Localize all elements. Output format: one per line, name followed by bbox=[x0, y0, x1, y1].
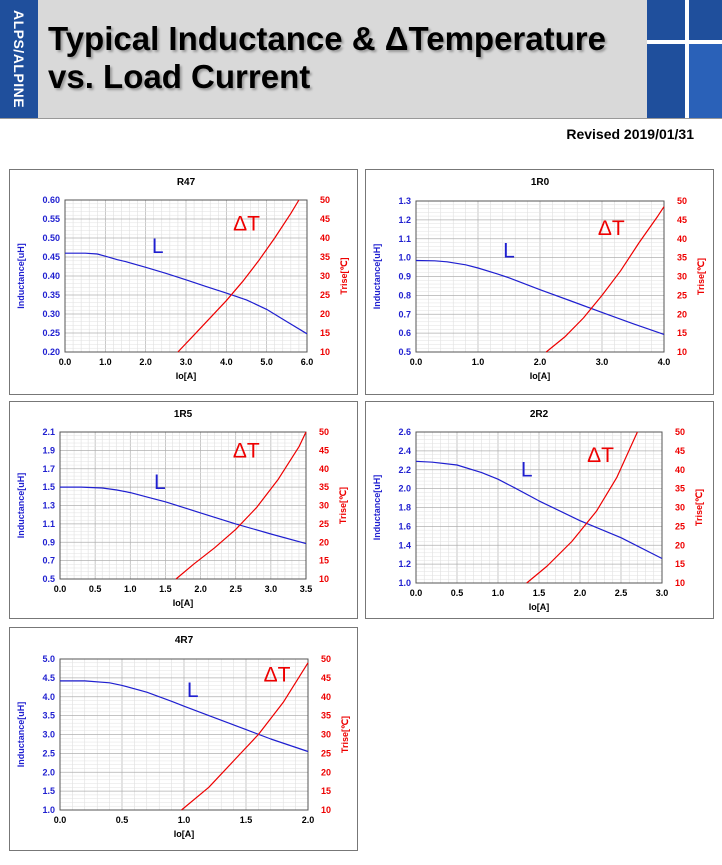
y2-tick-label: 20 bbox=[675, 540, 686, 551]
x-tick-label: 3.5 bbox=[299, 584, 313, 594]
x-tick-label: 4.0 bbox=[657, 357, 671, 367]
y2-tick-label: 15 bbox=[320, 328, 331, 338]
y2-tick-label: 25 bbox=[320, 290, 331, 300]
chart-title: 1R5 bbox=[173, 409, 193, 420]
y2-tick-label: 10 bbox=[319, 574, 330, 584]
x-tick-label: 2.0 bbox=[533, 357, 547, 367]
inductance-annotation: L bbox=[153, 470, 166, 494]
y-tick-label: 1.2 bbox=[398, 559, 411, 570]
y2-tick-label: 45 bbox=[319, 445, 330, 456]
y-tick-label: 0.60 bbox=[42, 195, 60, 205]
x-tick-label: 0.0 bbox=[58, 357, 72, 367]
page-title bbox=[48, 20, 606, 96]
y2-tick-label: 40 bbox=[319, 463, 330, 474]
y2-tick-label: 40 bbox=[320, 233, 331, 243]
y2-tick-label: 20 bbox=[320, 309, 331, 319]
x-axis-label: Io[A] bbox=[528, 602, 550, 612]
y2-axis-label: Trise[℃] bbox=[340, 715, 350, 754]
y2-tick-label: 50 bbox=[677, 196, 688, 206]
x-axis-label: Io[A] bbox=[529, 371, 551, 381]
x-tick-label: 1.5 bbox=[532, 588, 546, 598]
y-tick-label: 4.5 bbox=[42, 672, 55, 683]
y-tick-label: 1.6 bbox=[398, 521, 411, 532]
y-tick-label: 1.1 bbox=[398, 233, 411, 244]
y2-axis-label: Trise[℃] bbox=[338, 486, 348, 525]
chart-panel-1r0 bbox=[365, 169, 714, 395]
y2-tick-label: 30 bbox=[321, 729, 332, 740]
x-tick-label: 1.0 bbox=[491, 588, 505, 598]
y-tick-label: 2.2 bbox=[398, 464, 411, 475]
y2-axis-label: Trise[℃] bbox=[694, 488, 704, 527]
chart-title: 2R2 bbox=[529, 409, 549, 420]
y-tick-label: 0.6 bbox=[398, 328, 411, 339]
y-tick-label: 0.9 bbox=[398, 271, 411, 282]
page-title-line-2: vs. Load Current bbox=[48, 58, 311, 95]
chart-title: R47 bbox=[176, 177, 196, 188]
y2-tick-label: 40 bbox=[321, 691, 332, 702]
inductance-annotation: L bbox=[520, 458, 533, 482]
x-axis-label: Io[A] bbox=[173, 829, 195, 839]
revision-date: Revised 2019/01/31 bbox=[566, 126, 694, 142]
y-tick-label: 2.4 bbox=[398, 445, 411, 456]
y2-tick-label: 15 bbox=[675, 559, 686, 570]
y2-tick-label: 45 bbox=[677, 214, 688, 225]
y-tick-label: 0.35 bbox=[42, 290, 60, 300]
y2-tick-label: 40 bbox=[677, 233, 688, 244]
x-tick-label: 1.0 bbox=[99, 357, 112, 367]
y-tick-label: 1.7 bbox=[42, 463, 55, 474]
y-axis-label: Inductance[uH] bbox=[16, 472, 26, 539]
chart-4r7 bbox=[10, 628, 357, 850]
y-tick-label: 1.3 bbox=[398, 196, 411, 206]
y2-tick-label: 50 bbox=[321, 654, 332, 664]
y2-tick-label: 10 bbox=[675, 578, 686, 588]
x-tick-label: 1.5 bbox=[159, 584, 172, 594]
x-tick-label: 0.5 bbox=[450, 588, 464, 598]
y2-tick-label: 35 bbox=[320, 252, 331, 262]
y-tick-label: 1.2 bbox=[398, 214, 411, 225]
temperature-annotation: ΔT bbox=[232, 439, 260, 463]
y2-tick-label: 35 bbox=[319, 482, 330, 493]
y-tick-label: 1.5 bbox=[42, 482, 55, 493]
x-tick-label: 4.0 bbox=[220, 357, 233, 367]
y-tick-label: 3.0 bbox=[42, 729, 55, 740]
x-tick-label: 1.5 bbox=[239, 815, 253, 825]
y2-axis-label: Trise[℃] bbox=[696, 257, 706, 296]
y-tick-label: 0.9 bbox=[42, 537, 55, 548]
x-tick-label: 0.0 bbox=[409, 588, 423, 598]
y2-axis-label: Trise[℃] bbox=[339, 257, 349, 295]
y2-tick-label: 35 bbox=[675, 483, 686, 494]
y-tick-label: 5.0 bbox=[42, 654, 55, 664]
temperature-annotation: ΔT bbox=[597, 216, 625, 240]
y-tick-label: 0.50 bbox=[42, 233, 60, 243]
y2-tick-label: 45 bbox=[321, 672, 332, 683]
chart-r47 bbox=[10, 170, 357, 394]
y-tick-label: 0.25 bbox=[42, 328, 60, 338]
y-tick-label: 0.5 bbox=[42, 574, 55, 584]
y-tick-label: 2.0 bbox=[398, 483, 411, 494]
x-tick-label: 2.5 bbox=[614, 588, 628, 598]
y-tick-label: 0.5 bbox=[398, 347, 411, 357]
y-tick-label: 2.1 bbox=[42, 427, 55, 437]
y-tick-label: 1.0 bbox=[398, 252, 411, 263]
y2-tick-label: 45 bbox=[320, 214, 331, 224]
y2-tick-label: 10 bbox=[320, 347, 331, 357]
y-tick-label: 1.5 bbox=[42, 786, 55, 797]
y-axis-label: Inductance[uH] bbox=[372, 474, 382, 541]
chart-panel-2r2 bbox=[365, 401, 714, 619]
x-tick-label: 3.0 bbox=[595, 357, 609, 367]
y-tick-label: 1.8 bbox=[398, 502, 411, 513]
x-tick-label: 3.0 bbox=[179, 357, 193, 367]
y2-tick-label: 15 bbox=[321, 786, 332, 797]
temperature-annotation: ΔT bbox=[233, 212, 260, 236]
y-tick-label: 1.3 bbox=[42, 500, 55, 511]
chart-panel-1r5 bbox=[9, 401, 358, 619]
x-tick-label: 2.0 bbox=[301, 815, 315, 825]
x-tick-label: 3.0 bbox=[264, 584, 278, 594]
y2-tick-label: 30 bbox=[675, 502, 686, 513]
y-tick-label: 2.5 bbox=[42, 748, 55, 759]
y2-tick-label: 45 bbox=[675, 445, 686, 456]
y2-tick-label: 35 bbox=[321, 710, 332, 721]
chart-1r5 bbox=[10, 402, 357, 618]
y-tick-label: 0.20 bbox=[42, 347, 60, 357]
y-tick-label: 1.4 bbox=[398, 540, 411, 551]
y-tick-label: 0.45 bbox=[42, 252, 60, 262]
page-title-line-1: Typical Inductance & ΔTemperature bbox=[48, 20, 606, 57]
x-tick-label: 5.0 bbox=[260, 357, 273, 367]
chart-2r2 bbox=[366, 402, 713, 618]
x-tick-label: 0.5 bbox=[115, 815, 129, 825]
x-tick-label: 2.0 bbox=[194, 584, 207, 594]
temperature-annotation: ΔT bbox=[587, 444, 614, 468]
y-tick-label: 0.8 bbox=[398, 290, 411, 301]
y2-tick-label: 20 bbox=[321, 767, 332, 778]
y2-tick-label: 50 bbox=[320, 195, 331, 205]
y-tick-label: 4.0 bbox=[42, 691, 55, 702]
header-banner bbox=[0, 0, 722, 119]
x-tick-label: 2.0 bbox=[573, 588, 587, 598]
x-axis-label: Io[A] bbox=[172, 598, 194, 608]
y-tick-label: 1.1 bbox=[42, 518, 55, 529]
y-tick-label: 0.40 bbox=[42, 271, 60, 281]
x-tick-label: 6.0 bbox=[300, 357, 314, 367]
chart-panel-4r7 bbox=[9, 627, 358, 851]
y2-tick-label: 40 bbox=[675, 464, 686, 475]
x-tick-label: 2.0 bbox=[139, 357, 152, 367]
chart-1r0 bbox=[366, 170, 713, 394]
y2-tick-label: 10 bbox=[321, 805, 332, 815]
temperature-annotation: ΔT bbox=[263, 663, 291, 687]
y2-tick-label: 30 bbox=[677, 271, 688, 282]
y-tick-label: 0.30 bbox=[42, 309, 60, 319]
y2-tick-label: 30 bbox=[320, 271, 331, 281]
y-tick-label: 1.9 bbox=[42, 445, 55, 456]
x-tick-label: 1.0 bbox=[471, 357, 485, 367]
x-tick-label: 0.0 bbox=[53, 584, 67, 594]
y-tick-label: 3.5 bbox=[42, 710, 55, 721]
y2-tick-label: 50 bbox=[675, 427, 686, 437]
y2-tick-label: 15 bbox=[677, 328, 688, 339]
y-tick-label: 0.7 bbox=[42, 555, 55, 566]
y2-tick-label: 25 bbox=[319, 518, 330, 529]
x-tick-label: 3.0 bbox=[655, 588, 669, 598]
brand-logo bbox=[0, 0, 38, 118]
y2-tick-label: 30 bbox=[319, 500, 330, 511]
y2-tick-label: 20 bbox=[677, 309, 688, 320]
chart-title: 1R0 bbox=[530, 177, 550, 188]
y-tick-label: 1.0 bbox=[398, 578, 411, 588]
y2-tick-label: 10 bbox=[677, 347, 688, 357]
inductance-annotation: L bbox=[186, 678, 199, 702]
y-tick-label: 2.0 bbox=[42, 767, 55, 778]
chart-title: 4R7 bbox=[174, 635, 194, 646]
x-tick-label: 2.5 bbox=[229, 584, 242, 594]
y2-tick-label: 25 bbox=[675, 521, 686, 532]
y2-tick-label: 50 bbox=[319, 427, 330, 437]
y-tick-label: 0.7 bbox=[398, 309, 411, 320]
x-tick-label: 0.0 bbox=[53, 815, 67, 825]
y2-tick-label: 15 bbox=[319, 555, 330, 566]
x-tick-label: 1.0 bbox=[124, 584, 137, 594]
y-tick-label: 1.0 bbox=[42, 805, 55, 815]
y-axis-label: Inductance[uH] bbox=[372, 243, 382, 310]
y-axis-label: Inductance[uH] bbox=[16, 701, 26, 768]
chart-panel-r47 bbox=[9, 169, 358, 395]
header-decoration bbox=[647, 0, 722, 118]
y-axis-label: Inductance[uH] bbox=[16, 243, 26, 309]
x-tick-label: 0.0 bbox=[409, 357, 423, 367]
brand-logo-text: ALPS/ALPINE bbox=[11, 9, 27, 109]
y-tick-label: 2.6 bbox=[398, 427, 411, 437]
x-axis-label: Io[A] bbox=[175, 371, 197, 381]
y2-tick-label: 20 bbox=[319, 537, 330, 548]
y2-tick-label: 35 bbox=[677, 252, 688, 263]
y2-tick-label: 25 bbox=[321, 748, 332, 759]
y2-tick-label: 25 bbox=[677, 290, 688, 301]
x-tick-label: 0.5 bbox=[88, 584, 102, 594]
y-tick-label: 0.55 bbox=[42, 214, 60, 224]
x-tick-label: 1.0 bbox=[177, 815, 191, 825]
inductance-annotation: L bbox=[503, 239, 515, 263]
inductance-annotation: L bbox=[151, 235, 164, 259]
